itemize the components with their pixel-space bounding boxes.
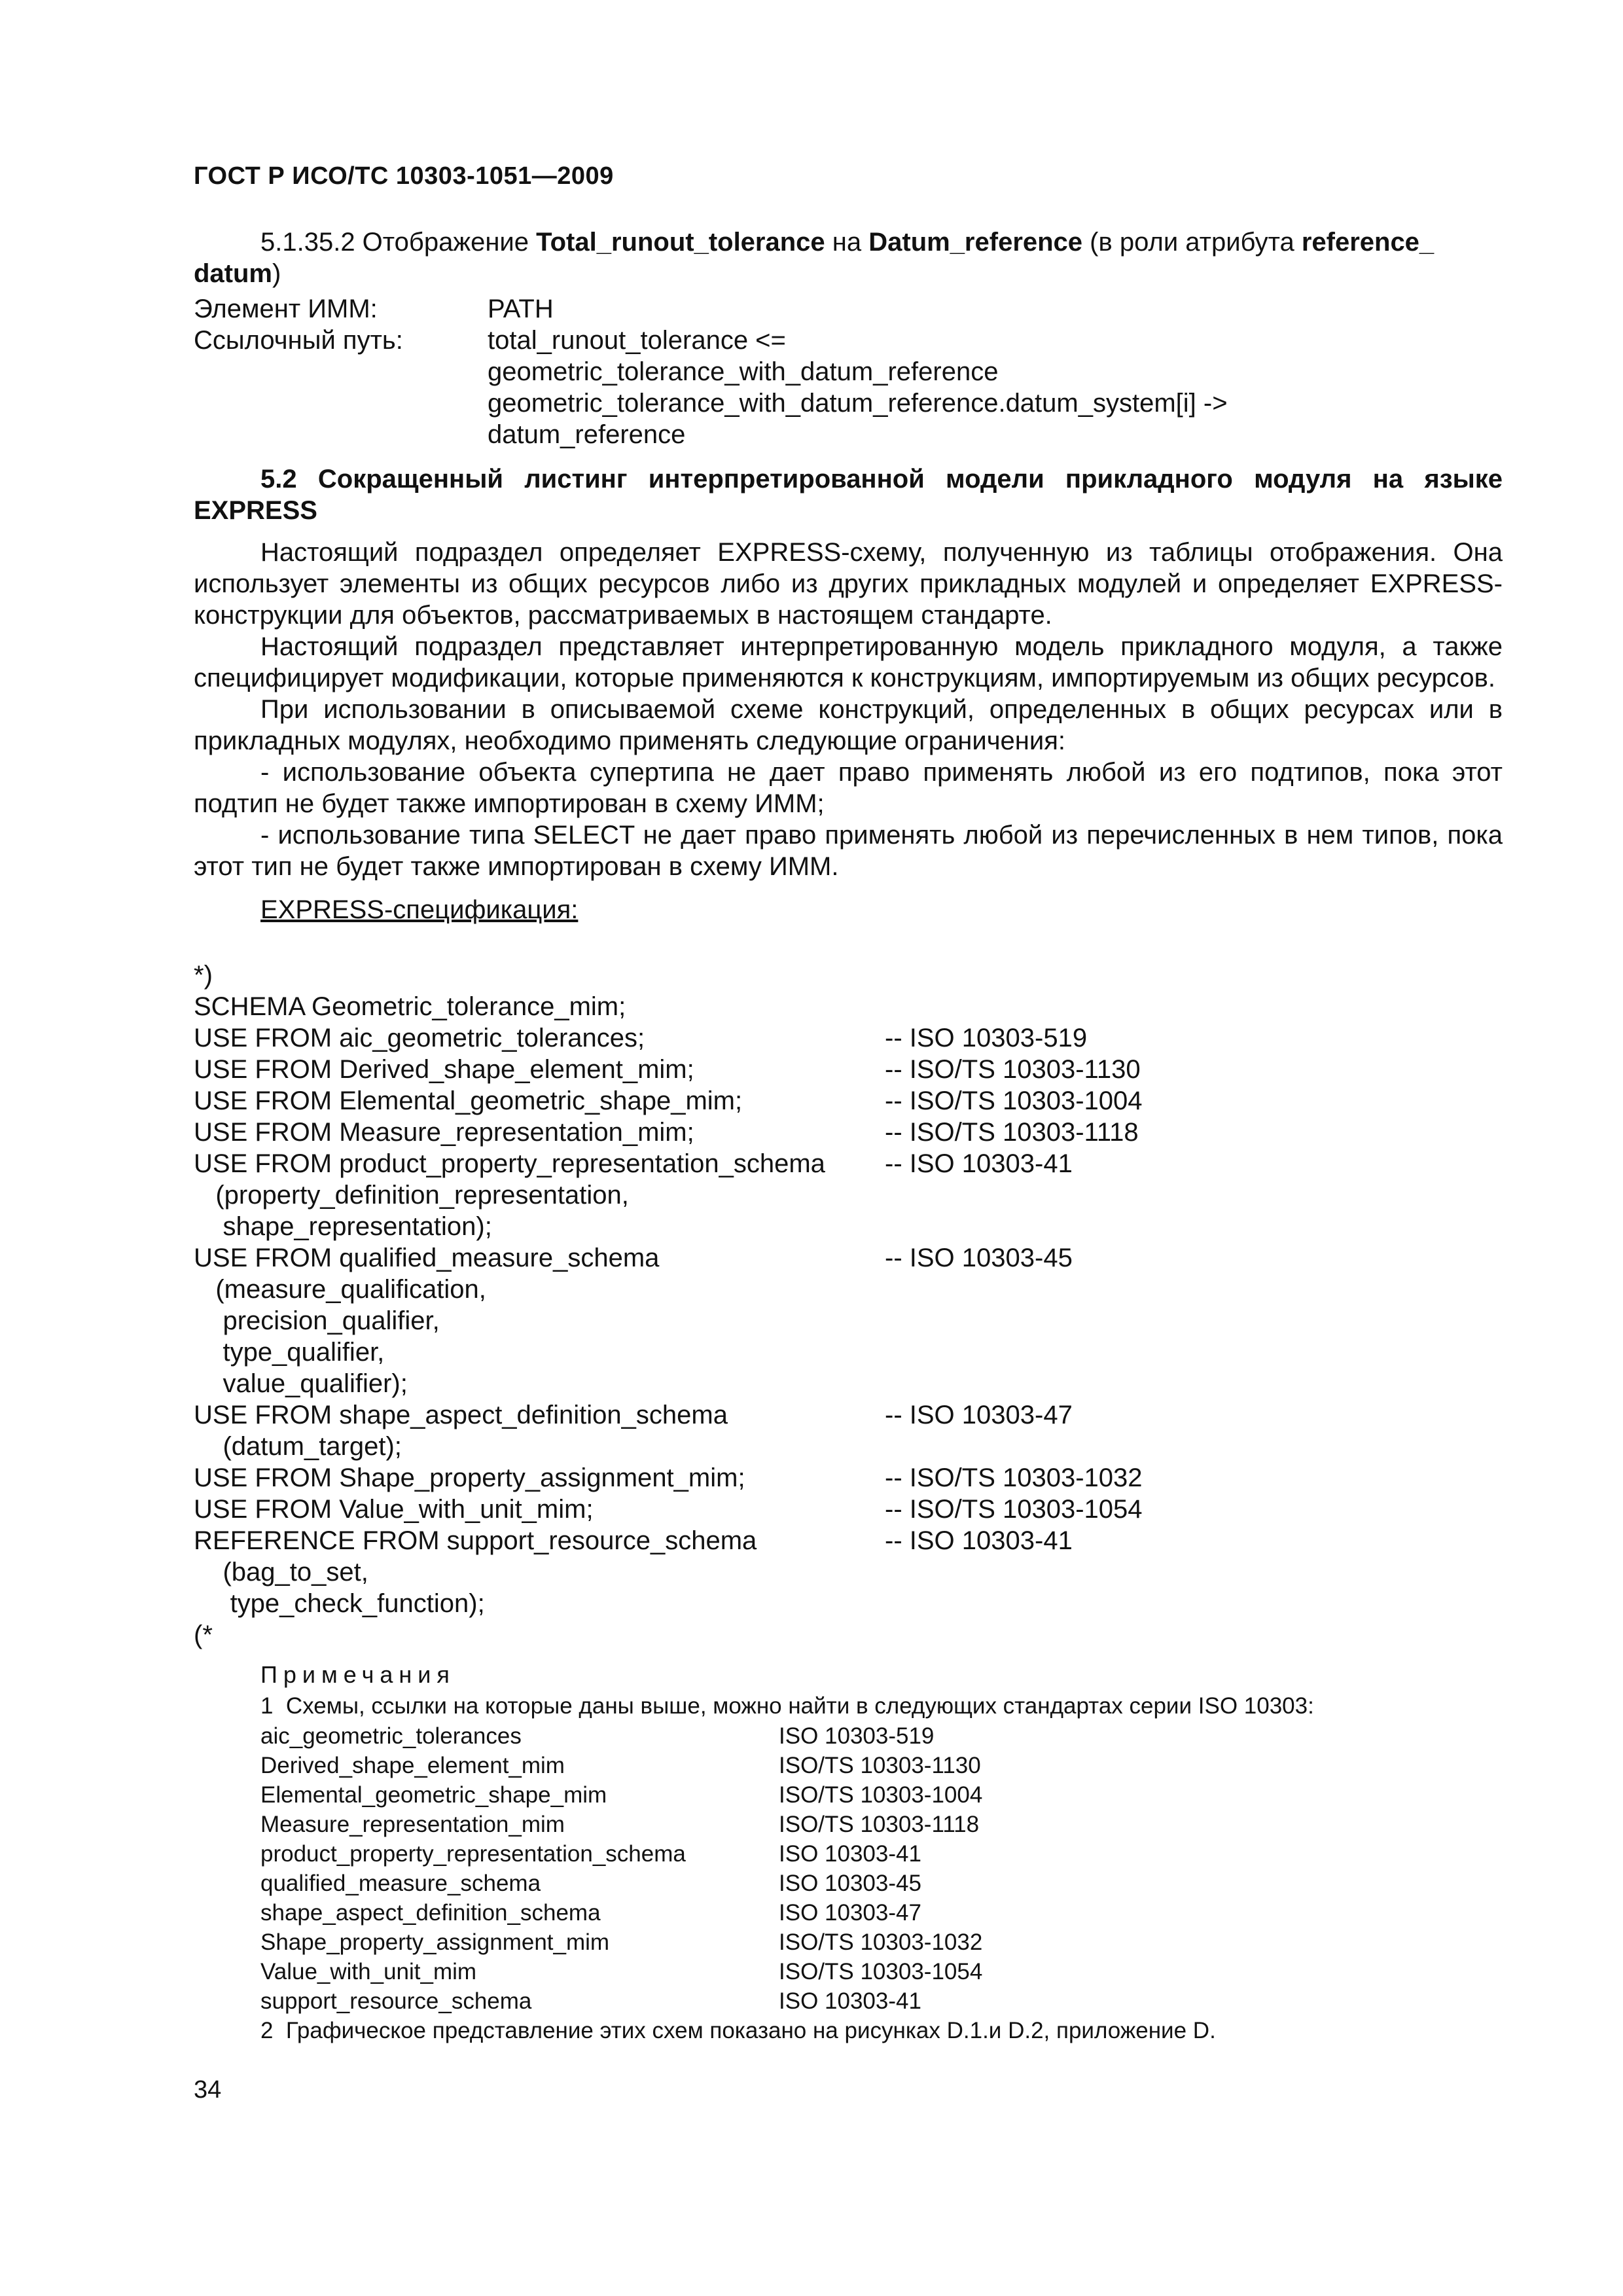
code-line: (measure_qualification, <box>194 1275 486 1304</box>
title-target: Datum_reference <box>868 228 1083 257</box>
note-table-standard: ISO 10303-41 <box>779 1988 921 2014</box>
title-role-suffix: ) <box>272 259 281 288</box>
note-table-schema: qualified_measure_schema <box>260 1871 541 1896</box>
code-line-ref: -- ISO/TS 10303-1054 <box>885 1495 1143 1524</box>
title-role-attr: reference_ <box>1301 228 1435 257</box>
note-table-standard: ISO/TS 10303-1130 <box>779 1753 981 1778</box>
note-table-standard: ISO/TS 10303-1032 <box>779 1929 983 1955</box>
note-table-schema: Value_with_unit_mim <box>260 1959 477 1984</box>
code-close: (* <box>194 1621 213 1649</box>
code-line-ref: -- ISO 10303-41 <box>885 1526 1073 1555</box>
title-role-prefix: (в роли атрибута <box>1082 228 1302 257</box>
code-open: *) <box>194 961 213 990</box>
code-line: (property_definition_representation, <box>194 1181 629 1210</box>
code-line: USE FROM Shape_property_assignment_mim; <box>194 1463 745 1492</box>
code-line: USE FROM shape_aspect_definition_schema <box>194 1401 728 1429</box>
note-table-standard: ISO/TS 10303-1054 <box>779 1959 983 1984</box>
notes-title: Примечания <box>260 1661 455 1688</box>
reference-path-line-1: total_runout_tolerance <= <box>488 326 786 355</box>
note-table-schema: Elemental_geometric_shape_mim <box>260 1782 607 1808</box>
code-line: value_qualifier); <box>194 1369 408 1398</box>
note-table-standard: ISO/TS 10303-1004 <box>779 1782 983 1808</box>
paragraph-2: Настоящий подраздел представляет интерпретированную модель прикладного модуля, а также специфицирует модификации, которые применяются к конструкциям, импортируемым из общих ресурсов. <box>194 632 1503 692</box>
paragraph-3: При использовании в описываемой схеме конструкций, определенных в общих ресурсах или в прикладных модулях, необходимо применять следующие ограничения: <box>194 695 1503 755</box>
code-line: shape_representation); <box>194 1212 492 1241</box>
note-1: 1 Схемы, ссылки на которые даны выше, можно найти в следующих стандартах серии ISO 10303: <box>260 1693 1314 1719</box>
title-role-attr-cont: datum <box>194 259 272 288</box>
note-table-schema: aic_geometric_tolerances <box>260 1723 522 1749</box>
paragraph-4: - использование объекта супертипа не дает право применять любой из его подтипов, пока этот подтип не будет также импортирован в схему ИММ; <box>194 758 1503 818</box>
note-table-standard: ISO 10303-45 <box>779 1871 921 1896</box>
section-5-2-heading: 5.2 Сокращенный листинг интерпретированной модели прикладного модуля на языке <box>260 465 1503 493</box>
imm-element-value: PATH <box>488 295 554 323</box>
code-line: USE FROM aic_geometric_tolerances; <box>194 1024 645 1052</box>
note-table-standard: ISO 10303-41 <box>779 1841 921 1867</box>
note-table-schema: support_resource_schema <box>260 1988 532 2014</box>
title-entity: Total_runout_tolerance <box>536 228 825 257</box>
paragraph-5: - использование типа SELECT не дает право применять любой из перечисленных в нем типов, пока этот тип не будет также импортирован в схему ИММ. <box>194 821 1503 881</box>
code-line-ref: -- ISO 10303-47 <box>885 1401 1073 1429</box>
code-line: USE FROM Derived_shape_element_mim; <box>194 1055 694 1084</box>
code-line-ref: -- ISO 10303-519 <box>885 1024 1088 1052</box>
code-line-ref: -- ISO/TS 10303-1118 <box>885 1118 1139 1147</box>
note-table-standard: ISO 10303-519 <box>779 1723 935 1749</box>
code-line: REFERENCE FROM support_resource_schema <box>194 1526 757 1555</box>
note-table-standard: ISO 10303-47 <box>779 1900 921 1926</box>
note-table-schema: Shape_property_assignment_mim <box>260 1929 610 1955</box>
page-number: 34 <box>194 2076 222 2104</box>
title-middle: на <box>825 228 869 257</box>
section-5-2-heading-cont: EXPRESS <box>194 496 317 525</box>
reference-path-label: Ссылочный путь: <box>194 326 403 355</box>
express-spec-label <box>260 894 578 925</box>
section-5-1-35-2-title <box>194 226 1503 289</box>
code-line: (datum_target); <box>194 1432 402 1461</box>
reference-path-line-4: datum_reference <box>488 420 686 449</box>
note-table-schema: product_property_representation_schema <box>260 1841 686 1867</box>
express-spec-text: EXPRESS-спецификация: <box>260 895 579 924</box>
note-table-standard: ISO/TS 10303-1118 <box>779 1812 980 1837</box>
document-header: ГОСТ Р ИСО/ТС 10303-1051—2009 <box>194 162 614 190</box>
code-schema: SCHEMA Geometric_tolerance_mim; <box>194 992 626 1021</box>
code-line: USE FROM qualified_measure_schema <box>194 1244 660 1272</box>
code-line: USE FROM Elemental_geometric_shape_mim; <box>194 1086 743 1115</box>
code-line-ref: -- ISO 10303-45 <box>885 1244 1073 1272</box>
reference-path-line-2: geometric_tolerance_with_datum_reference <box>488 357 999 386</box>
code-line-ref: -- ISO 10303-41 <box>885 1149 1073 1178</box>
code-line-ref: -- ISO/TS 10303-1130 <box>885 1055 1141 1084</box>
code-line: USE FROM Value_with_unit_mim; <box>194 1495 594 1524</box>
note-2: 2 Графическое представление этих схем показано на рисунках D.1.и D.2, приложение D. <box>260 2018 1216 2043</box>
code-line: precision_qualifier, <box>194 1306 440 1335</box>
paragraph-1: Настоящий подраздел определяет EXPRESS-схему, полученную из таблицы отображения. Она использует элементы из общих ресурсов либо из других прикладных модулей и определяет EXPRESS-конструкции для объектов, рассматриваемых в настоящем стандарте. <box>194 538 1503 630</box>
code-line-ref: -- ISO/TS 10303-1004 <box>885 1086 1143 1115</box>
imm-element-label: Элемент ИММ: <box>194 295 378 323</box>
reference-path-line-3: geometric_tolerance_with_datum_reference.datum_system[i] -> <box>488 389 1228 418</box>
note-table-schema: shape_aspect_definition_schema <box>260 1900 601 1926</box>
code-line: type_qualifier, <box>194 1338 385 1367</box>
code-line: USE FROM product_property_representation_schema <box>194 1149 825 1178</box>
title-prefix: 5.1.35.2 Отображение <box>260 228 537 257</box>
code-line-ref: -- ISO/TS 10303-1032 <box>885 1463 1143 1492</box>
code-line: type_check_function); <box>194 1589 485 1618</box>
note-table-schema: Derived_shape_element_mim <box>260 1753 565 1778</box>
note-table-schema: Measure_representation_mim <box>260 1812 565 1837</box>
code-line: (bag_to_set, <box>194 1558 368 1587</box>
code-line: USE FROM Measure_representation_mim; <box>194 1118 694 1147</box>
